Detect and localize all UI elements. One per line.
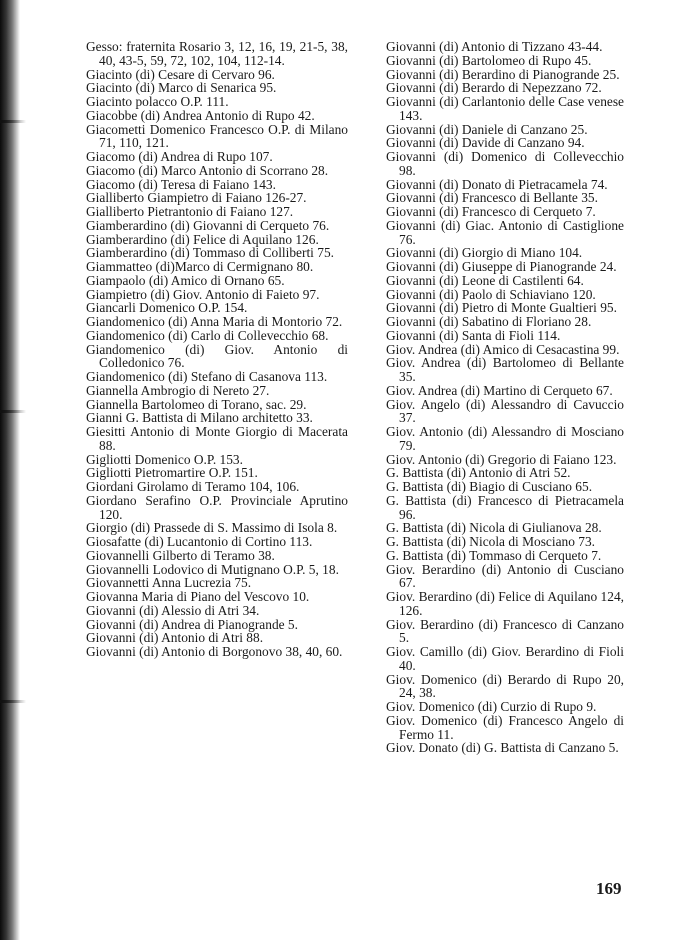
index-entry: Giovanni (di) Giorgio di Miano 104. <box>386 245 583 261</box>
index-entry: Giamberardino (di) Tommaso di Colliberti 75. <box>86 245 334 261</box>
index-entry: G. Battista (di) Tommaso di Cerqueto 7. <box>386 547 602 563</box>
index-entry: Giandomenico (di) Stefano di Casanova 113. <box>86 369 328 384</box>
index-entry: Giovanni (di) Francesco di Cerqueto 7. <box>386 204 596 219</box>
index-entry: Giov. Berardino (di) Felice di Aquilano 124, 126. <box>386 589 624 618</box>
index-entry: Giov. Domenico (di) Berardo di Rupo 20, 24, 38. <box>386 671 624 701</box>
index-entry: Giandomenico (di) Carlo di Collevecchio 68. <box>86 327 329 343</box>
index-entry: Giov. Andrea (di) Martino di Cerqueto 67. <box>386 382 613 398</box>
index-entry: Giordani Girolamo di Teramo 104, 106. <box>86 479 300 494</box>
index-entry: G. Battista (di) Francesco di Pietracamela 96. <box>386 492 624 522</box>
index-column-left <box>86 40 348 659</box>
index-entry: Giovanni (di) Antonio di Borgonovo 38, 40, 60. <box>86 644 343 659</box>
index-entry: Gianni G. Battista di Milano architetto 33. <box>86 410 313 426</box>
binding-speck <box>0 700 26 703</box>
index-entry: Giov. Andrea (di) Bartolomeo di Bellante 35. <box>386 355 624 384</box>
index-entry: Giampietro (di) Giov. Antonio di Faieto 97. <box>86 286 320 302</box>
index-entry: Giovanni (di) Pietro di Monte Gualtieri 95. <box>386 300 617 316</box>
index-entry: Giovanni (di) Antonio di Tizzano 43-44. <box>386 39 603 54</box>
index-entry: Gesso: fraternita Rosario 3, 12, 16, 19, 21-5, 38, 40, 43-5, 59, 72, 102, 104, 112-14. <box>86 39 348 68</box>
index-entry: Giorgio (di) Prassede di S. Massimo di Isola 8. <box>86 520 338 536</box>
index-entry: Giov. Camillo (di) Giov. Berardino di Fioli 40. <box>386 644 624 673</box>
index-entry: Giacinto (di) Cesare di Cervaro 96. <box>86 66 275 82</box>
index-entry: Giacomo (di) Andrea di Rupo 107. <box>86 149 273 164</box>
index-entry: Giov. Berardino (di) Francesco di Canzano 5. <box>386 616 624 646</box>
index-entry: Giovanni (di) Andrea di Pianogrande 5. <box>86 616 298 632</box>
index-entry: Giamberardino (di) Felice di Aquilano 126. <box>86 231 319 247</box>
index-column-right <box>386 40 624 755</box>
index-entry: Giovanni (di) Daniele di Canzano 25. <box>386 121 588 137</box>
index-entry: Giov. Antonio (di) Alessandro di Mosciano 79. <box>386 424 624 453</box>
index-entry: Giov. Domenico (di) Francesco Angelo di Fermo 11. <box>386 712 624 742</box>
book-binding-shadow <box>0 0 20 940</box>
index-entry: Giovanni (di) Francesco di Bellante 35. <box>386 190 598 206</box>
index-entry: Giacomo (di) Marco Antonio di Scorrano 28. <box>86 162 329 178</box>
index-entry: Giacomo (di) Teresa di Faiano 143. <box>86 176 276 192</box>
index-entry: Giancarli Domenico O.P. 154. <box>86 300 248 316</box>
index-entry: Giovanni (di) Bartolomeo di Rupo 45. <box>386 52 592 68</box>
index-entry: Gialliberto Pietrantonio di Faiano 127. <box>86 204 294 219</box>
index-entry: Giov. Antonio (di) Gregorio di Faiano 123. <box>386 451 617 467</box>
index-entry: Giov. Donato (di) G. Battista di Canzano 5. <box>386 740 619 756</box>
index-entry: G. Battista (di) Antonio di Atri 52. <box>386 465 571 481</box>
index-entry: Giannella Ambrogio di Nereto 27. <box>86 382 270 398</box>
index-entry: Giovannelli Lodovico di Mutignano O.P. 5, 18. <box>86 561 339 577</box>
index-entry: Giovanna Maria di Piano del Vescovo 10. <box>86 589 310 604</box>
index-entry: Giordano Serafino O.P. Provinciale Aprutino 120. <box>86 492 348 522</box>
index-entry: Giacinto polacco O.P. 111. <box>86 94 229 109</box>
index-entry: Giandomenico (di) Anna Maria di Montorio 72. <box>86 314 343 329</box>
index-entry: Giovanni (di) Antonio di Atri 88. <box>86 630 264 646</box>
index-entry: Giovanni (di) Paolo di Schiaviano 120. <box>386 286 596 302</box>
index-entry: Giannella Bartolomeo di Torano, sac. 29. <box>86 396 307 412</box>
index-entry: Giosafatte (di) Lucantonio di Cortino 113. <box>86 534 313 549</box>
index-entry: Giov. Andrea (di) Amico di Cesacastina 99. <box>386 341 620 357</box>
index-entry: Giovanni (di) Sabatino di Floriano 28. <box>386 314 592 329</box>
index-entry: Giampaolo (di) Amico di Ornano 65. <box>86 272 285 288</box>
index-entry: Gigliotti Pietromartire O.P. 151. <box>86 465 258 481</box>
index-entry: Giacobbe (di) Andrea Antonio di Rupo 42. <box>86 107 315 123</box>
index-entry: Giov. Angelo (di) Alessandro di Cavuccio 37. <box>386 396 624 426</box>
index-entry: Giov. Berardino (di) Antonio di Cusciano 67. <box>386 561 624 591</box>
index-entry: Giov. Domenico (di) Curzio di Rupo 9. <box>386 699 597 714</box>
index-entry: Giovanni (di) Domenico di Collevecchio 98. <box>386 149 624 178</box>
index-entry: Gigliotti Domenico O.P. 153. <box>86 451 243 467</box>
index-entry: Giovanni (di) Berardino di Pianogrande 25. <box>386 66 620 82</box>
index-entry: Giammatteo (di)Marco di Cermignano 80. <box>86 259 314 274</box>
binding-speck <box>0 120 26 123</box>
index-entry: G. Battista (di) Nicola di Mosciano 73. <box>386 534 596 549</box>
index-entry: Giovannetti Anna Lucrezia 75. <box>86 575 252 591</box>
index-entry: G. Battista (di) Nicola di Giulianova 28. <box>386 520 602 536</box>
index-entry: Giovanni (di) Leone di Castilenti 64. <box>386 272 584 288</box>
index-entry: Giovanni (di) Davide di Canzano 94. <box>386 135 585 151</box>
index-entry: Giovannelli Gilberto di Teramo 38. <box>86 547 275 563</box>
index-entry: Giovanni (di) Alessio di Atri 34. <box>86 602 260 618</box>
index-entry: Giacinto (di) Marco di Senarica 95. <box>86 80 277 96</box>
index-entry: Gialliberto Giampietro di Faiano 126-27. <box>86 190 307 206</box>
index-entry: G. Battista (di) Biagio di Cusciano 65. <box>386 479 593 494</box>
index-entry: Giovanni (di) Giuseppe di Pianogrande 24. <box>386 259 617 274</box>
index-entry: Giovanni (di) Berardo di Nepezzano 72. <box>386 80 602 96</box>
binding-speck <box>0 410 26 413</box>
index-entry: Giovanni (di) Donato di Pietracamela 74. <box>386 176 608 192</box>
page-number: 169 <box>596 879 622 898</box>
index-entry: Giamberardino (di) Giovanni di Cerqueto 76. <box>86 217 330 233</box>
index-entry: Giacometti Domenico Francesco O.P. di Milano 71, 110, 121. <box>86 121 348 151</box>
index-entry: Giovanni (di) Giac. Antonio di Castiglione 76. <box>386 217 624 247</box>
index-entry: Giovanni (di) Carlantonio delle Case venese 143. <box>386 94 624 123</box>
index-entry: Giandomenico (di) Giov. Antonio di Colledonico 76. <box>86 341 348 371</box>
index-entry: Giesitti Antonio di Monte Giorgio di Macerata 88. <box>86 424 348 453</box>
index-entry: Giovanni (di) Santa di Fioli 114. <box>386 327 561 343</box>
